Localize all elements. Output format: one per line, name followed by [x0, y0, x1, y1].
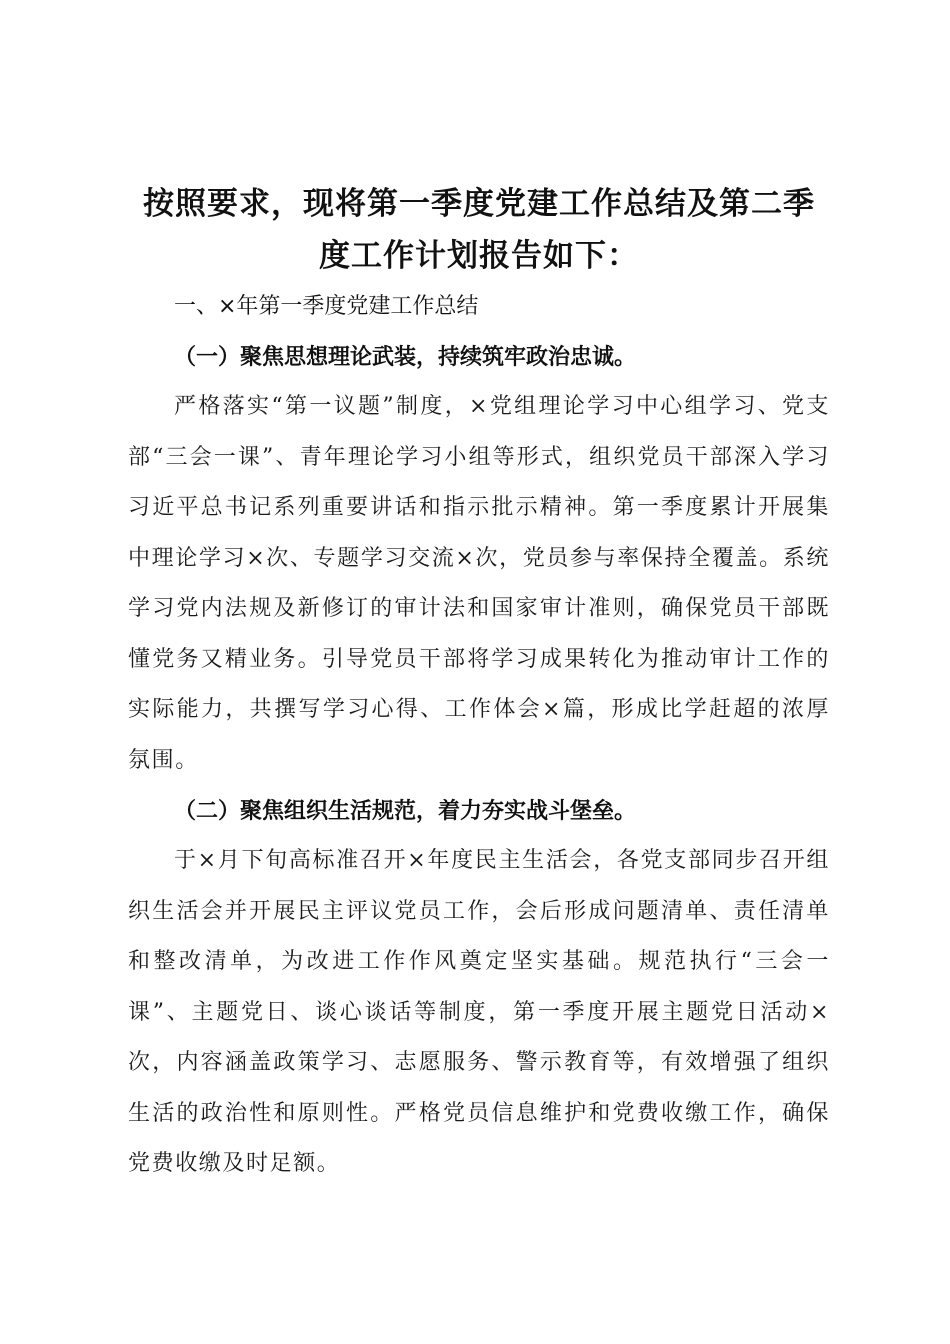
subsection-heading: （二）聚焦组织生活规范，着力夯实战斗堡垒。: [174, 798, 637, 824]
body-paragraph: 于×月下旬高标准召开×年度民主生活会，各党支部同步召开组织生活会并开展民主评议党员工作，会后形成问题清单、责任清单和整改清单，为改进工作作风奠定坚实基础。规范执行“三会一课”、主题党日、谈心谈话等制度，第一季度开展主题党日活动×次，内容涵盖政策学习、志愿服务、警示教育等，有效增强了组织生活的政治性和原则性。严格党员信息维护和党费收缴工作，确保党费收缴及时足额。: [128, 848, 830, 1176]
document-title: 按照要求，现将第一季度党建工作总结及第二季度工作计划报告如下：: [143, 186, 815, 274]
subsection-heading: （一）聚焦思想理论武装，持续筑牢政治忠诚。: [174, 344, 637, 370]
body-paragraph: 严格落实“第一议题”制度，×党组理论学习中心组学习、党支部“三会一课”、青年理论学习小组等形式，组织党员干部深入学习习近平总书记系列重要讲话和指示批示精神。第一季度累计开展集中理论学习×次、专题学习交流×次，党员参与率保持全覆盖。系统学习党内法规及新修订的审计法和国家审计准则，确保党员干部既懂党务又精业务。引导党员干部将学习成果转化为推动审计工作的实际能力，共撰写学习心得、工作体会×篇，形成比学赶超的浓厚氛围。: [128, 394, 830, 773]
document-page: [128, 178, 830, 1190]
section-heading: 一、×年第一季度党建工作总结: [174, 294, 479, 319]
